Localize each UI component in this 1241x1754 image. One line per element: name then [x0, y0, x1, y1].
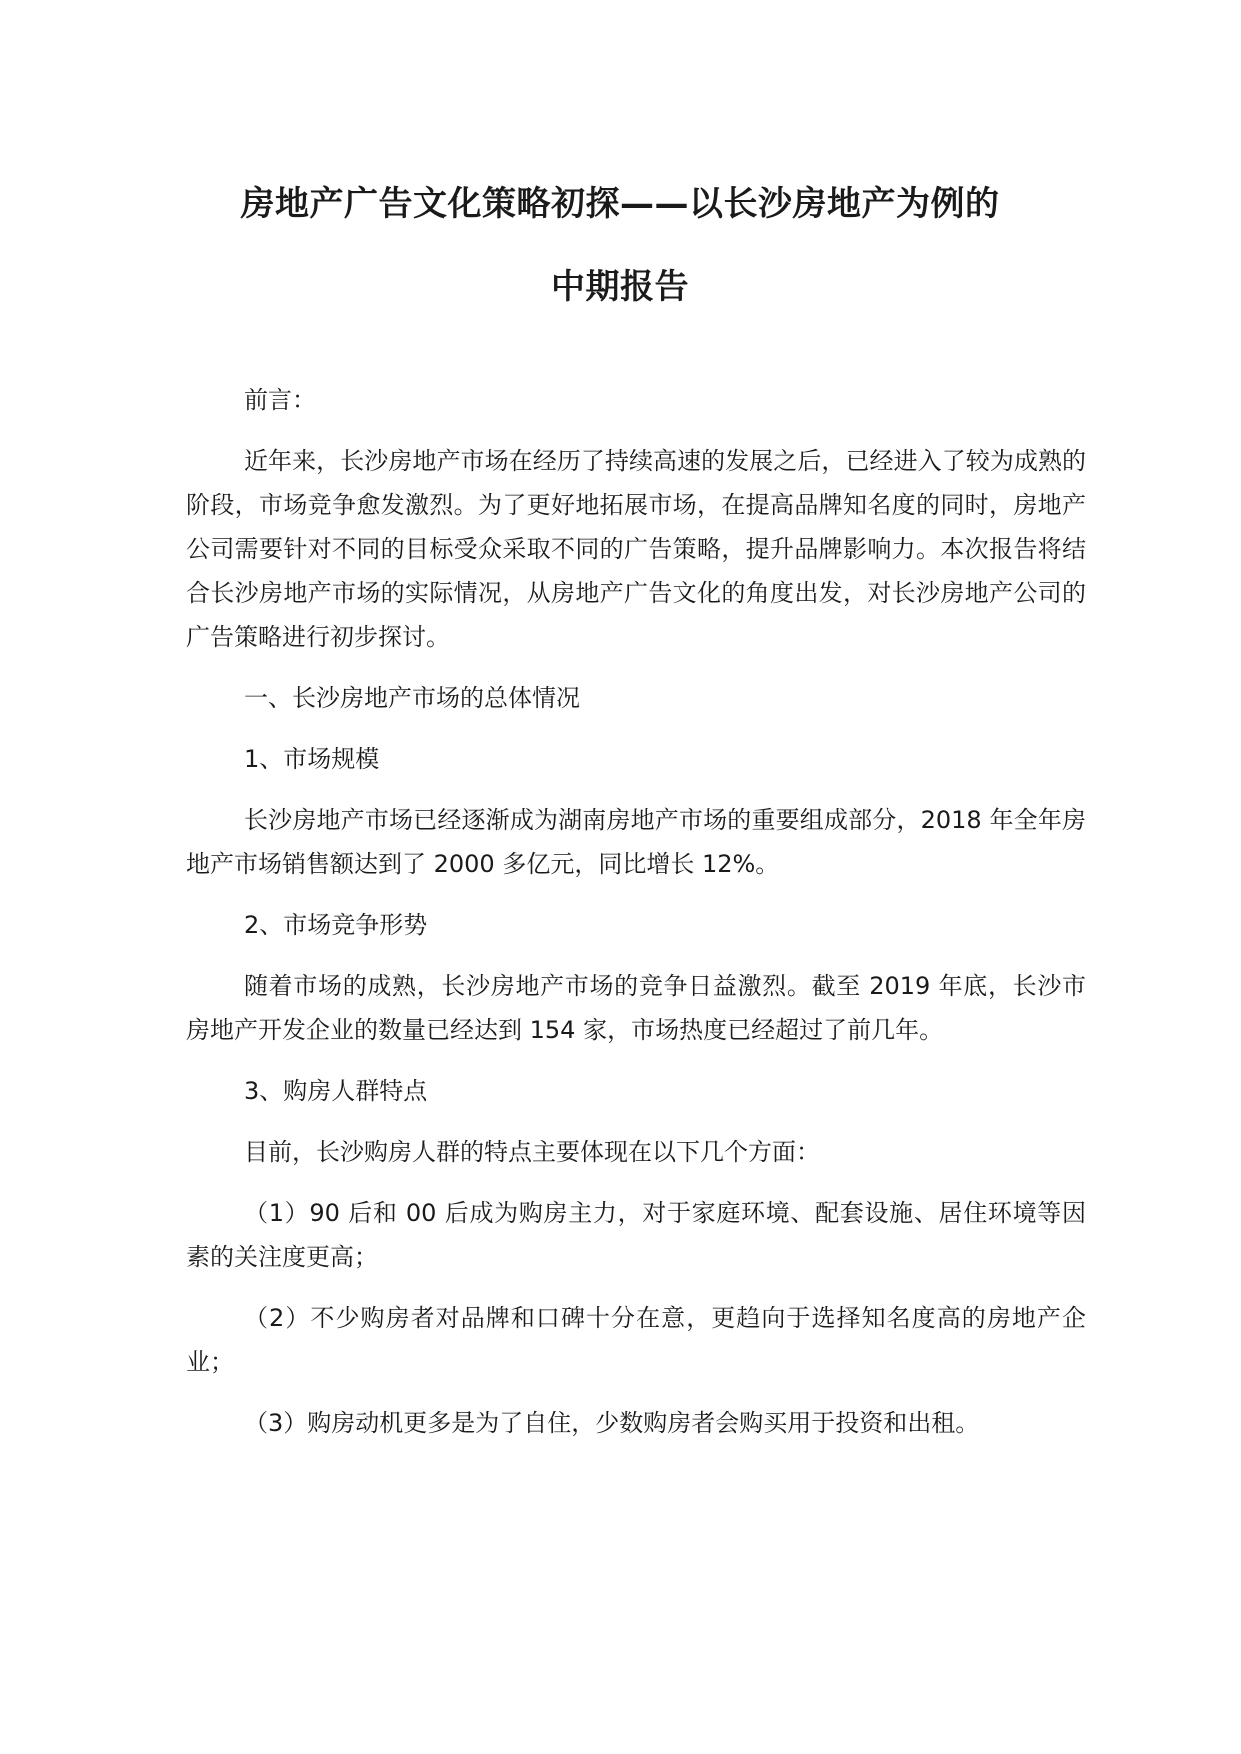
buyers-point-2: （2）不少购房者对品牌和口碑十分在意，更趋向于选择知名度高的房地产企业； — [186, 1304, 1086, 1376]
document-title: 房地产广告文化策略初探——以长沙房地产为例的 — [240, 184, 1000, 224]
buyers-point-3: （3）购房动机更多是为了自住，少数购房者会购买用于投资和出租。 — [244, 1409, 980, 1437]
buyers-point-1: （1）90 后和 00 后成为购房主力，对于家庭环境、配套设施、居住环境等因素的关注度更高； — [186, 1199, 1086, 1271]
subsection-heading-competition: 2、市场竞争形势 — [244, 911, 428, 939]
section-heading: 一、长沙房地产市场的总体情况 — [244, 684, 580, 712]
preface-paragraph: 近年来，长沙房地产市场在经历了持续高速的发展之后，已经进入了较为成熟的阶段，市场竞争愈发激烈。为了更好地拓展市场，在提高品牌知名度的同时，房地产公司需要针对不同的目标受众采取不同的广告策略，提升品牌影响力。本次报告将结合长沙房地产市场的实际情况，从房地产广告文化的角度出发，对长沙房地产公司的广告策略进行初步探讨。 — [186, 447, 1086, 651]
subsection-heading-market-scale: 1、市场规模 — [244, 745, 380, 773]
buyers-intro-paragraph: 目前，长沙购房人群的特点主要体现在以下几个方面： — [244, 1138, 820, 1166]
competition-paragraph: 随着市场的成熟，长沙房地产市场的竞争日益激烈。截至 2019 年底，长沙市房地产开发企业的数量已经达到 154 家，市场热度已经超过了前几年。 — [186, 972, 1086, 1044]
preface-heading: 前言： — [244, 386, 316, 414]
subsection-heading-buyers: 3、购房人群特点 — [244, 1077, 428, 1105]
document-title-continued: 中期报告 — [551, 267, 689, 307]
document-body — [186, 378, 1086, 1462]
market-scale-paragraph: 长沙房地产市场已经逐渐成为湖南房地产市场的重要组成部分，2018 年全年房地产市场销售额达到了 2000 多亿元，同比增长 12%。 — [186, 806, 1086, 878]
